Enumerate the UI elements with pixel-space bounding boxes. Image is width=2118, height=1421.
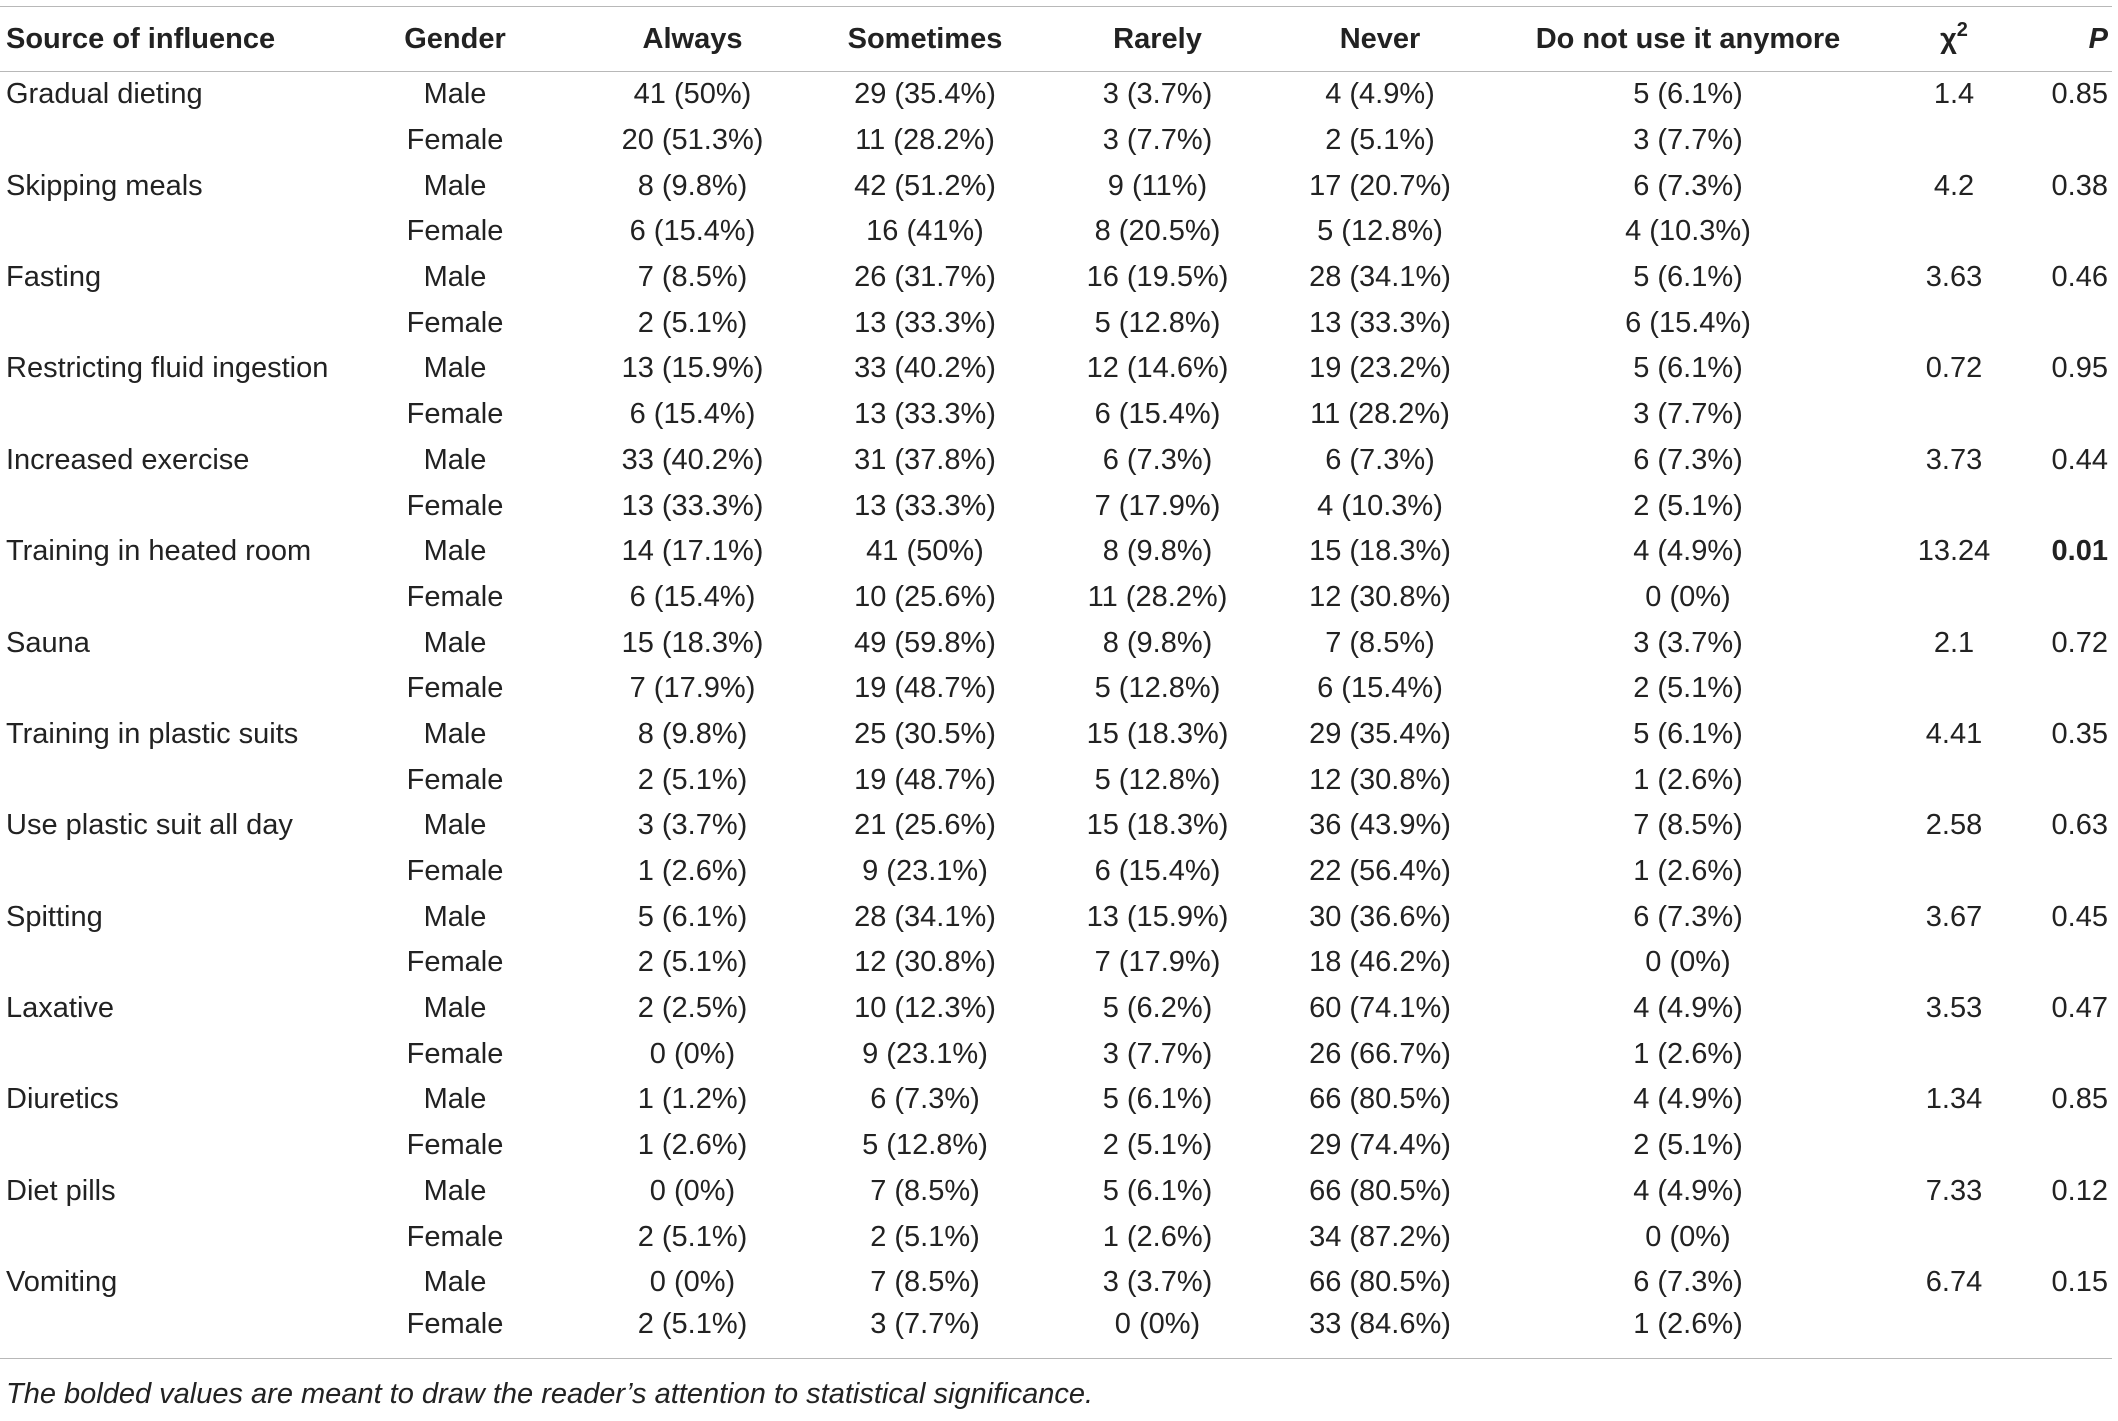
table-row: [0, 894, 2112, 940]
table-row: [0, 849, 2112, 895]
p-value-cell: 0.85: [2051, 1083, 2108, 1116]
not-anymore-cell: 6 (7.3%): [1633, 443, 1743, 476]
rarely-cell: 15 (18.3%): [1086, 717, 1229, 750]
gender-cell: Male: [423, 261, 487, 294]
always-cell: 2 (5.1%): [637, 306, 748, 339]
table-row: [0, 300, 2112, 346]
never-cell: 2 (5.1%): [1325, 124, 1435, 157]
never-cell: 19 (23.2%): [1309, 352, 1451, 385]
gender-cell: Female: [406, 306, 504, 339]
header-always: Always: [580, 7, 805, 72]
table-row: [0, 483, 2112, 529]
never-cell: 4 (4.9%): [1325, 78, 1435, 111]
never-cell: 22 (56.4%): [1309, 855, 1451, 888]
always-cell: 6 (15.4%): [629, 398, 756, 431]
source-cell: [0, 757, 330, 803]
always-cell: 2 (2.5%): [637, 992, 748, 1025]
source-cell: Gradual dieting: [6, 78, 203, 111]
table-body: [0, 72, 2112, 1359]
rarely-cell: 12 (14.6%): [1086, 352, 1229, 385]
source-cell: [0, 666, 330, 712]
rarely-cell: 13 (15.9%): [1086, 900, 1229, 933]
p-value-cell: [2022, 483, 2112, 529]
chi-square-cell: 4.41: [1925, 717, 1983, 750]
gender-cell: Female: [406, 1220, 504, 1253]
source-cell: Training in heated room: [6, 535, 312, 568]
source-cell: Restricting fluid ingestion: [6, 352, 329, 385]
p-value-cell: 0.38: [2051, 169, 2108, 202]
source-cell: [0, 118, 330, 164]
table-row: [0, 118, 2112, 164]
gender-cell: Male: [423, 78, 487, 111]
sometimes-cell: 41 (50%): [866, 535, 984, 568]
not-anymore-cell: 1 (2.6%): [1633, 1037, 1743, 1070]
source-cell: Diet pills: [6, 1174, 116, 1207]
rarely-cell: 6 (7.3%): [1102, 443, 1213, 476]
rarely-cell: 8 (20.5%): [1094, 215, 1221, 248]
rarely-cell: 6 (15.4%): [1094, 398, 1221, 431]
rarely-cell: 3 (7.7%): [1102, 1037, 1213, 1070]
source-cell: Spitting: [6, 900, 103, 933]
sometimes-cell: 9 (23.1%): [862, 1037, 988, 1070]
table-row: [0, 986, 2112, 1032]
sometimes-cell: 10 (12.3%): [854, 992, 996, 1025]
gender-cell: Male: [423, 717, 487, 750]
not-anymore-cell: 4 (10.3%): [1625, 215, 1751, 248]
gender-cell: Male: [423, 900, 487, 933]
never-cell: 33 (84.6%): [1270, 1306, 1490, 1359]
chi-square-cell: 13.24: [1917, 535, 1991, 568]
p-value-cell: 0.12: [2051, 1174, 2108, 1207]
not-anymore-cell: 2 (5.1%): [1633, 1129, 1743, 1162]
always-cell: 2 (5.1%): [637, 763, 748, 796]
not-anymore-cell: 6 (7.3%): [1633, 1266, 1743, 1299]
rarely-cell: 8 (9.8%): [1102, 535, 1213, 568]
not-anymore-cell: 0 (0%): [1645, 1220, 1731, 1253]
chi-square-cell: 0.72: [1925, 352, 1983, 385]
sometimes-cell: 11 (28.2%): [855, 124, 995, 157]
never-cell: 7 (8.5%): [1325, 626, 1435, 659]
sometimes-cell: 19 (48.7%): [854, 763, 996, 796]
always-cell: 5 (6.1%): [637, 900, 748, 933]
always-cell: 3 (3.7%): [637, 809, 748, 842]
not-anymore-cell: 7 (8.5%): [1633, 809, 1743, 842]
p-value-cell: 0.15: [2051, 1266, 2108, 1299]
source-cell: [0, 1031, 330, 1077]
not-anymore-cell: 5 (6.1%): [1633, 717, 1743, 750]
p-value-cell: [2022, 300, 2112, 346]
always-cell: 2 (5.1%): [580, 1306, 805, 1359]
gender-cell: Female: [406, 398, 504, 431]
chi-square-cell: 3.63: [1925, 261, 1983, 294]
always-cell: 13 (15.9%): [621, 352, 764, 385]
table-row: [0, 803, 2112, 849]
always-cell: 14 (17.1%): [621, 535, 764, 568]
rarely-cell: 3 (7.7%): [1102, 124, 1213, 157]
p-value-cell: 0.85: [2051, 78, 2108, 111]
table-row: [0, 620, 2112, 666]
table-footnote: The bolded values are meant to draw the reader’s attention to statistical significance.: [6, 1378, 1094, 1410]
not-anymore-cell: 4 (4.9%): [1633, 1174, 1743, 1207]
chi-square-cell: 3.53: [1925, 992, 1983, 1025]
table-row: [0, 438, 2112, 484]
gender-cell: Female: [406, 1129, 504, 1162]
chi-square-cell: [1886, 1123, 2022, 1169]
sometimes-cell: 31 (37.8%): [854, 443, 996, 476]
table-row: [0, 940, 2112, 986]
p-value-cell: [2022, 1306, 2112, 1359]
chi-square-cell: [1886, 209, 2022, 255]
chi-square-cell: 1.34: [1925, 1083, 1983, 1116]
source-cell: Diuretics: [6, 1083, 119, 1116]
header-not-anymore: Do not use it anymore: [1490, 7, 1886, 72]
chi-square-cell: [1886, 392, 2022, 438]
not-anymore-cell: 5 (6.1%): [1633, 78, 1743, 111]
gender-cell: Male: [423, 992, 487, 1025]
not-anymore-cell: 6 (7.3%): [1633, 169, 1743, 202]
always-cell: 7 (8.5%): [637, 261, 748, 294]
p-value-cell: [2022, 849, 2112, 895]
gender-cell: Female: [406, 489, 504, 522]
gender-cell: Female: [406, 672, 504, 705]
chi-square-cell: 1.4: [1933, 78, 1975, 111]
source-cell: [0, 940, 330, 986]
rarely-cell: 7 (17.9%): [1094, 489, 1221, 522]
never-cell: 29 (74.4%): [1309, 1129, 1451, 1162]
rarely-cell: 9 (11%): [1107, 169, 1208, 202]
sometimes-cell: 13 (33.3%): [854, 489, 996, 522]
not-anymore-cell: 5 (6.1%): [1633, 261, 1743, 294]
gender-cell: Female: [406, 763, 504, 796]
never-cell: 15 (18.3%): [1309, 535, 1451, 568]
never-cell: 6 (15.4%): [1317, 672, 1443, 705]
gender-cell: Male: [423, 626, 487, 659]
not-anymore-cell: 6 (7.3%): [1633, 900, 1743, 933]
chi-square-cell: [1886, 483, 2022, 529]
not-anymore-cell: 3 (7.7%): [1633, 124, 1743, 157]
chi-square-cell: [1886, 118, 2022, 164]
sometimes-cell: 28 (34.1%): [854, 900, 996, 933]
never-cell: 36 (43.9%): [1309, 809, 1451, 842]
table-row: [0, 757, 2112, 803]
never-cell: 66 (80.5%): [1309, 1083, 1451, 1116]
source-cell: [0, 392, 330, 438]
chi-square-cell: [1886, 300, 2022, 346]
always-cell: 8 (9.8%): [637, 717, 748, 750]
always-cell: 0 (0%): [649, 1174, 736, 1207]
table-row: [0, 255, 2112, 301]
p-value-cell: 0.01: [2051, 535, 2108, 568]
header-sometimes: Sometimes: [805, 7, 1045, 72]
table-row: [0, 72, 2112, 118]
not-anymore-cell: 4 (4.9%): [1633, 992, 1743, 1025]
gender-cell: Female: [406, 124, 504, 157]
gender-cell: Male: [423, 535, 487, 568]
header-gender: Gender: [330, 7, 580, 72]
sometimes-cell: 9 (23.1%): [862, 855, 988, 888]
never-cell: 12 (30.8%): [1309, 763, 1451, 796]
table-row: [0, 1077, 2112, 1123]
always-cell: 1 (2.6%): [637, 855, 748, 888]
source-cell: [0, 1306, 330, 1359]
not-anymore-cell: 1 (2.6%): [1633, 855, 1743, 888]
rarely-cell: 0 (0%): [1045, 1306, 1270, 1359]
source-cell: Use plastic suit all day: [6, 809, 293, 842]
chi-square-cell: [1886, 849, 2022, 895]
never-cell: 34 (87.2%): [1309, 1220, 1451, 1253]
always-cell: 6 (15.4%): [629, 215, 756, 248]
p-value-cell: 0.95: [2051, 352, 2108, 385]
gender-cell: Male: [423, 352, 487, 385]
sometimes-cell: 49 (59.8%): [854, 626, 996, 659]
sometimes-cell: 6 (7.3%): [870, 1083, 980, 1116]
chi-square-cell: 3.67: [1925, 900, 1983, 933]
chi-square-cell: [1886, 666, 2022, 712]
always-cell: 20 (51.3%): [621, 124, 764, 157]
table-row: [0, 1260, 2112, 1306]
always-cell: 1 (2.6%): [637, 1129, 748, 1162]
table-row: [0, 392, 2112, 438]
never-cell: 11 (28.2%): [1310, 398, 1450, 431]
table-row: [0, 575, 2112, 621]
p-value-cell: [2022, 940, 2112, 986]
rarely-cell: 5 (12.8%): [1094, 306, 1221, 339]
header-row: [0, 7, 2112, 72]
rarely-cell: 15 (18.3%): [1086, 809, 1229, 842]
p-value-cell: [2022, 575, 2112, 621]
source-cell: [0, 300, 330, 346]
not-anymore-cell: 1 (2.6%): [1490, 1306, 1886, 1359]
rarely-cell: 7 (17.9%): [1094, 946, 1221, 979]
chi-square-cell: [1886, 575, 2022, 621]
not-anymore-cell: 0 (0%): [1645, 580, 1731, 613]
p-value-cell: [2022, 757, 2112, 803]
rarely-cell: 3 (3.7%): [1102, 78, 1213, 111]
header-p-value: P: [2022, 7, 2112, 72]
rarely-cell: 16 (19.5%): [1086, 261, 1229, 294]
source-cell: Increased exercise: [6, 443, 250, 476]
table-row: [0, 529, 2112, 575]
table-row: [0, 1214, 2112, 1260]
p-value-cell: [2022, 118, 2112, 164]
sometimes-cell: 13 (33.3%): [854, 398, 996, 431]
rarely-cell: 5 (12.8%): [1094, 672, 1221, 705]
sometimes-cell: 33 (40.2%): [854, 352, 996, 385]
p-value-cell: 0.45: [2051, 900, 2108, 933]
always-cell: 2 (5.1%): [637, 946, 748, 979]
source-cell: Training in plastic suits: [6, 717, 299, 750]
rarely-cell: 2 (5.1%): [1102, 1129, 1213, 1162]
never-cell: 4 (10.3%): [1317, 489, 1443, 522]
source-cell: [0, 1214, 330, 1260]
sometimes-cell: 10 (25.6%): [854, 580, 996, 613]
gender-cell: Female: [406, 855, 504, 888]
gender-cell: Female: [406, 215, 504, 248]
gender-cell: Male: [423, 443, 487, 476]
p-value-cell: 0.63: [2051, 809, 2108, 842]
gender-cell: Female: [406, 1037, 504, 1070]
table-row: [0, 1306, 2112, 1359]
chi-square-cell: [1886, 940, 2022, 986]
sometimes-cell: 7 (8.5%): [870, 1174, 980, 1207]
gender-cell: Male: [423, 1083, 487, 1116]
table-row: [0, 1031, 2112, 1077]
never-cell: 17 (20.7%): [1309, 169, 1451, 202]
header-chi-square: [1886, 7, 2022, 72]
p-value-cell: 0.72: [2051, 626, 2108, 659]
chi-square-cell: 2.1: [1933, 626, 1975, 659]
sometimes-cell: 12 (30.8%): [854, 946, 996, 979]
chi-square-cell: [1886, 757, 2022, 803]
table-row: [0, 346, 2112, 392]
rarely-cell: 8 (9.8%): [1102, 626, 1213, 659]
not-anymore-cell: 6 (15.4%): [1625, 306, 1751, 339]
never-cell: 66 (80.5%): [1309, 1174, 1451, 1207]
always-cell: 13 (33.3%): [621, 489, 764, 522]
rarely-cell: 11 (28.2%): [1087, 580, 1228, 613]
header-source: Source of influence: [0, 7, 330, 72]
source-cell: [0, 209, 330, 255]
never-cell: 18 (46.2%): [1309, 946, 1451, 979]
chi-square-cell: [1886, 1214, 2022, 1260]
sometimes-cell: 3 (7.7%): [805, 1306, 1045, 1359]
never-cell: 28 (34.1%): [1309, 261, 1451, 294]
p-value-cell: 0.35: [2051, 717, 2108, 750]
header-rarely: Rarely: [1045, 7, 1270, 72]
never-cell: 60 (74.1%): [1309, 992, 1451, 1025]
never-cell: 26 (66.7%): [1309, 1037, 1451, 1070]
sometimes-cell: 19 (48.7%): [854, 672, 996, 705]
header-never: Never: [1270, 7, 1490, 72]
gender-cell: Male: [423, 169, 487, 202]
chi-square-cell: [1886, 1306, 2022, 1359]
source-cell: Fasting: [6, 261, 102, 294]
not-anymore-cell: 0 (0%): [1645, 946, 1731, 979]
always-cell: 1 (1.2%): [637, 1083, 748, 1116]
table-row: [0, 712, 2112, 758]
never-cell: 6 (7.3%): [1325, 443, 1435, 476]
not-anymore-cell: 5 (6.1%): [1633, 352, 1743, 385]
p-value-cell: [2022, 666, 2112, 712]
sometimes-cell: 21 (25.6%): [854, 809, 996, 842]
chi-square-cell: 7.33: [1925, 1174, 1983, 1207]
p-value-cell: 0.46: [2051, 261, 2108, 294]
never-cell: 30 (36.6%): [1309, 900, 1451, 933]
chi-square-cell: [1886, 1031, 2022, 1077]
never-cell: 12 (30.8%): [1309, 580, 1451, 613]
chi-square-cell: 3.73: [1925, 443, 1983, 476]
source-cell: [0, 1123, 330, 1169]
rarely-cell: 5 (6.1%): [1102, 1174, 1213, 1207]
chi-square-cell: 6.74: [1925, 1266, 1983, 1299]
always-cell: 6 (15.4%): [629, 580, 756, 613]
sometimes-cell: 16 (41%): [866, 215, 984, 248]
not-anymore-cell: 3 (3.7%): [1633, 626, 1743, 659]
always-cell: 7 (17.9%): [629, 672, 756, 705]
sometimes-cell: 7 (8.5%): [870, 1266, 980, 1299]
not-anymore-cell: 2 (5.1%): [1633, 672, 1743, 705]
always-cell: 15 (18.3%): [621, 626, 764, 659]
gender-cell: Female: [406, 580, 504, 613]
table-row: [0, 1169, 2112, 1215]
sometimes-cell: 29 (35.4%): [854, 78, 996, 111]
never-cell: 13 (33.3%): [1309, 306, 1451, 339]
table-row: [0, 666, 2112, 712]
chi-square-cell: 4.2: [1933, 169, 1975, 202]
p-value-cell: [2022, 1031, 2112, 1077]
rarely-cell: 5 (6.2%): [1102, 992, 1213, 1025]
not-anymore-cell: 3 (7.7%): [1633, 398, 1743, 431]
table-row: [0, 163, 2112, 209]
chi-symbol: χ: [1940, 22, 1957, 55]
never-cell: 5 (12.8%): [1317, 215, 1443, 248]
always-cell: 0 (0%): [649, 1037, 736, 1070]
rarely-cell: 5 (12.8%): [1094, 763, 1221, 796]
sometimes-cell: 5 (12.8%): [862, 1129, 988, 1162]
rarely-cell: 1 (2.6%): [1102, 1220, 1213, 1253]
p-value-cell: 0.47: [2051, 992, 2108, 1025]
data-table: [0, 6, 2112, 1359]
table-row: [0, 1123, 2112, 1169]
gender-cell: Male: [423, 1174, 487, 1207]
p-value-cell: [2022, 209, 2112, 255]
p-value-cell: 0.44: [2051, 443, 2108, 476]
never-cell: 29 (35.4%): [1309, 717, 1451, 750]
source-cell: Sauna: [6, 626, 90, 659]
always-cell: 2 (5.1%): [637, 1220, 748, 1253]
gender-cell: Female: [406, 946, 504, 979]
not-anymore-cell: 2 (5.1%): [1633, 489, 1743, 522]
rarely-cell: 6 (15.4%): [1094, 855, 1221, 888]
source-cell: [0, 849, 330, 895]
gender-cell: Male: [423, 809, 487, 842]
always-cell: 0 (0%): [649, 1266, 736, 1299]
sometimes-cell: 2 (5.1%): [870, 1220, 980, 1253]
source-cell: Vomiting: [6, 1266, 118, 1299]
sometimes-cell: 13 (33.3%): [854, 306, 996, 339]
source-cell: [0, 483, 330, 529]
gender-cell: Male: [423, 1266, 487, 1299]
always-cell: 8 (9.8%): [637, 169, 748, 202]
sometimes-cell: 25 (30.5%): [854, 717, 996, 750]
not-anymore-cell: 4 (4.9%): [1633, 535, 1743, 568]
source-cell: [0, 575, 330, 621]
source-cell: Laxative: [6, 992, 115, 1025]
p-value-cell: [2022, 1214, 2112, 1260]
always-cell: 41 (50%): [633, 78, 752, 111]
source-cell: Skipping meals: [6, 169, 203, 202]
never-cell: 66 (80.5%): [1309, 1266, 1451, 1299]
table-row: [0, 209, 2112, 255]
not-anymore-cell: 1 (2.6%): [1633, 763, 1743, 796]
chi-superscript: 2: [1956, 18, 1968, 41]
sometimes-cell: 42 (51.2%): [854, 169, 996, 202]
p-value-cell: [2022, 1123, 2112, 1169]
always-cell: 33 (40.2%): [621, 443, 764, 476]
sometimes-cell: 26 (31.7%): [854, 261, 996, 294]
not-anymore-cell: 4 (4.9%): [1633, 1083, 1743, 1116]
p-value-cell: [2022, 392, 2112, 438]
rarely-cell: 5 (6.1%): [1102, 1083, 1213, 1116]
gender-cell: Female: [330, 1306, 580, 1359]
rarely-cell: 3 (3.7%): [1102, 1266, 1213, 1299]
chi-square-cell: 2.58: [1925, 809, 1983, 842]
